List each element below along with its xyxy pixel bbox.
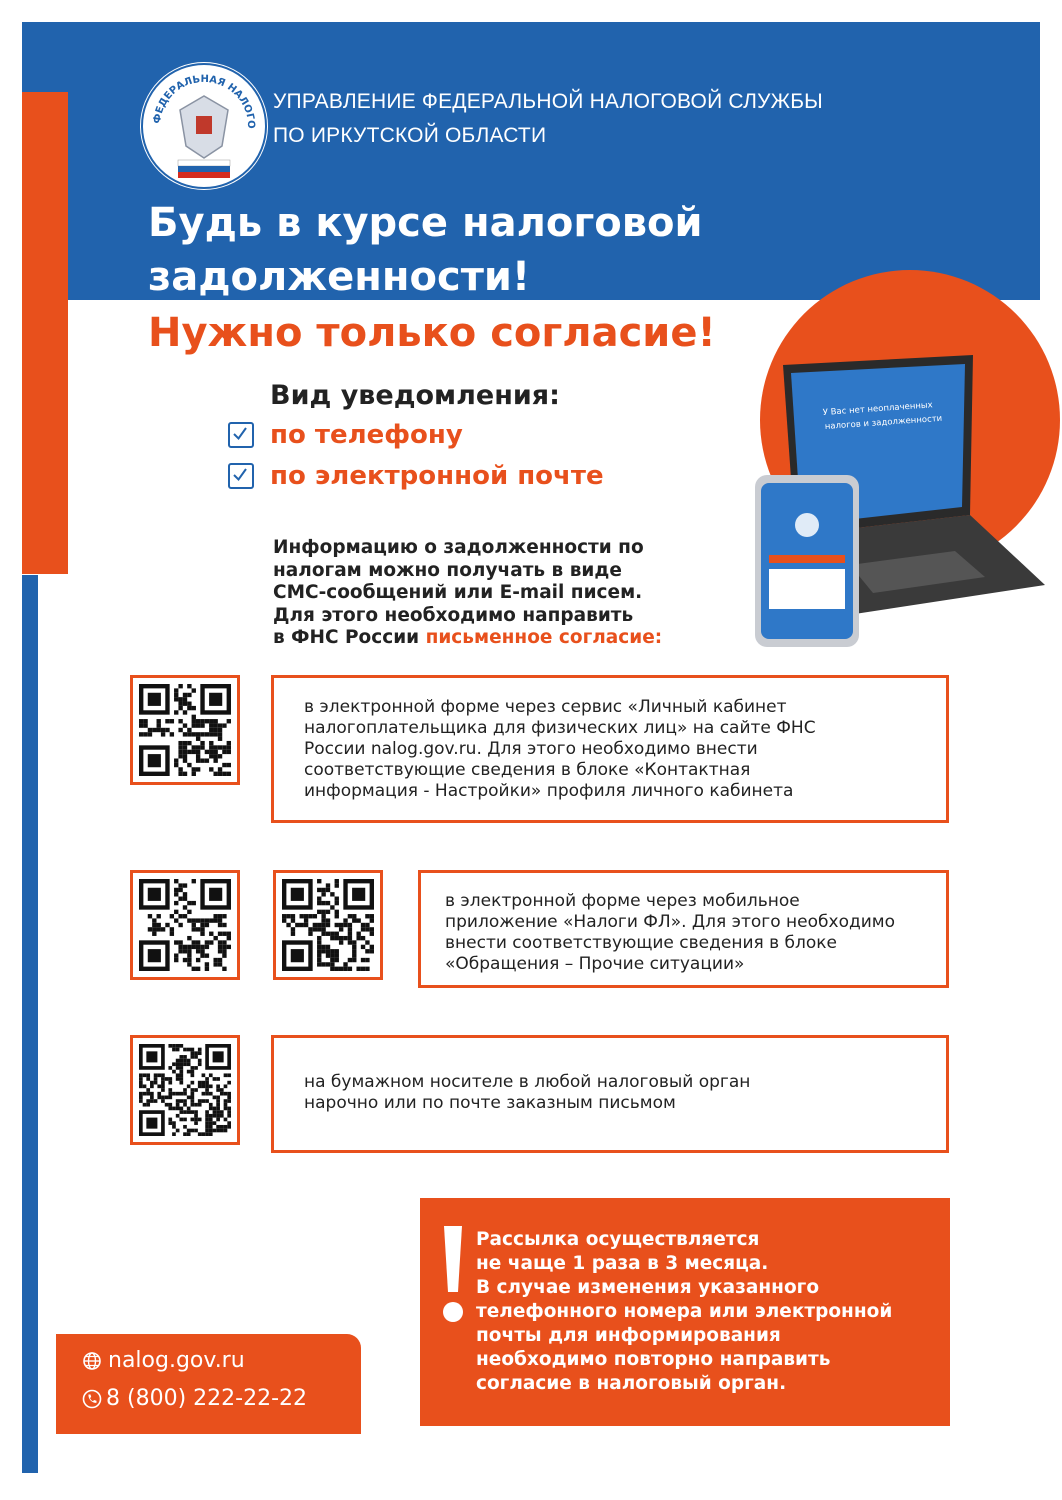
method-line: соответствующие сведения в блоке «Контактная (304, 760, 751, 780)
notice-line: почты для информирования (476, 1325, 781, 1346)
method-line: информация - Настройки» профиля личного кабинета (304, 781, 794, 801)
phone-link[interactable] (82, 1386, 307, 1411)
title-line-1: Будь в курсе налоговой (148, 200, 703, 246)
info-line: СМС-сообщений или E-mail писем. (273, 582, 643, 603)
info-text: в ФНС России (273, 627, 426, 648)
notification-option-phone (228, 420, 463, 450)
notice-line: Рассылка осуществляется (476, 1229, 760, 1250)
method-box-paper (271, 1035, 949, 1153)
notice-line: телефонного номера или электронной (476, 1301, 893, 1322)
method-line: внести соответствующие сведения в блоке (445, 933, 838, 953)
decorative-blue-bar (22, 575, 38, 1473)
page-subtitle: Нужно только согласие! (148, 310, 716, 356)
notification-heading: Вид уведомления: (270, 380, 560, 411)
method-line: нарочно или по почте заказным письмом (304, 1093, 676, 1113)
method-line: России nalog.gov.ru. Для этого необходимо внести (304, 739, 758, 759)
website-text: nalog.gov.ru (108, 1348, 245, 1373)
qr-code-paper[interactable] (130, 1035, 240, 1145)
contact-box (56, 1334, 361, 1434)
website-link[interactable] (82, 1348, 245, 1373)
page-title (148, 196, 703, 304)
globe-icon (82, 1351, 102, 1371)
option-label: по электронной почте (270, 461, 604, 491)
notice-line: не чаще 1 раза в 3 месяца. (476, 1253, 769, 1274)
emblem-text: ФЕДЕРАЛЬНАЯ НАЛОГО (151, 73, 257, 129)
info-highlight: письменное согласие: (425, 627, 663, 648)
method-box-app (418, 870, 949, 988)
phone-icon (82, 1389, 102, 1409)
method-line: на бумажном носителе в любой налоговый орган (304, 1072, 751, 1092)
notice-line: В случае изменения указанного (476, 1277, 820, 1298)
qr-code-app-android[interactable] (130, 870, 240, 980)
method-line: приложение «Налоги ФЛ». Для этого необходимо (445, 912, 895, 932)
method-line: налогоплательщика для физических лиц» на сайте ФНС (304, 718, 816, 738)
info-line: налогам можно получать в виде (273, 559, 622, 581)
qr-code-app-ios[interactable] (273, 870, 383, 980)
method-line: в электронной форме через сервис «Личный кабинет (304, 697, 787, 717)
method-line: «Обращения – Прочие ситуации» (445, 954, 745, 974)
organization-name (273, 85, 823, 153)
decorative-orange-bar (22, 92, 68, 574)
notification-option-email (228, 461, 604, 491)
notice-line: согласие в налоговый орган. (476, 1373, 787, 1394)
notice-text (476, 1228, 926, 1396)
info-line: Информацию о задолженности по (273, 537, 644, 558)
checkbox-icon (228, 422, 254, 448)
notice-line: необходимо повторно направить (476, 1349, 831, 1370)
option-label: по телефону (270, 420, 463, 450)
info-paragraph (273, 537, 743, 650)
notice-box (420, 1198, 950, 1426)
org-line-2: ПО ИРКУТСКОЙ ОБЛАСТИ (273, 124, 547, 147)
info-line (273, 627, 743, 650)
method-box-lk (271, 675, 949, 823)
devices-illustration (755, 355, 1050, 655)
phone-text: 8 (800) 222-22-22 (106, 1386, 307, 1411)
method-line: в электронной форме через мобильное (445, 891, 800, 911)
title-line-2: задолженности! (148, 254, 531, 300)
checkbox-icon (228, 463, 254, 489)
org-line-1: УПРАВЛЕНИЕ ФЕДЕРАЛЬНОЙ НАЛОГОВОЙ СЛУЖБЫ (273, 90, 823, 113)
laptop-screen-text-1: У Вас нет неоплаченных (822, 400, 933, 418)
laptop-screen-text-2: налогов и задолженности (824, 413, 943, 432)
qr-code-lk[interactable] (130, 675, 240, 785)
fns-emblem (140, 62, 268, 190)
exclamation-icon (440, 1226, 466, 1330)
info-line: Для этого необходимо направить (273, 604, 634, 626)
